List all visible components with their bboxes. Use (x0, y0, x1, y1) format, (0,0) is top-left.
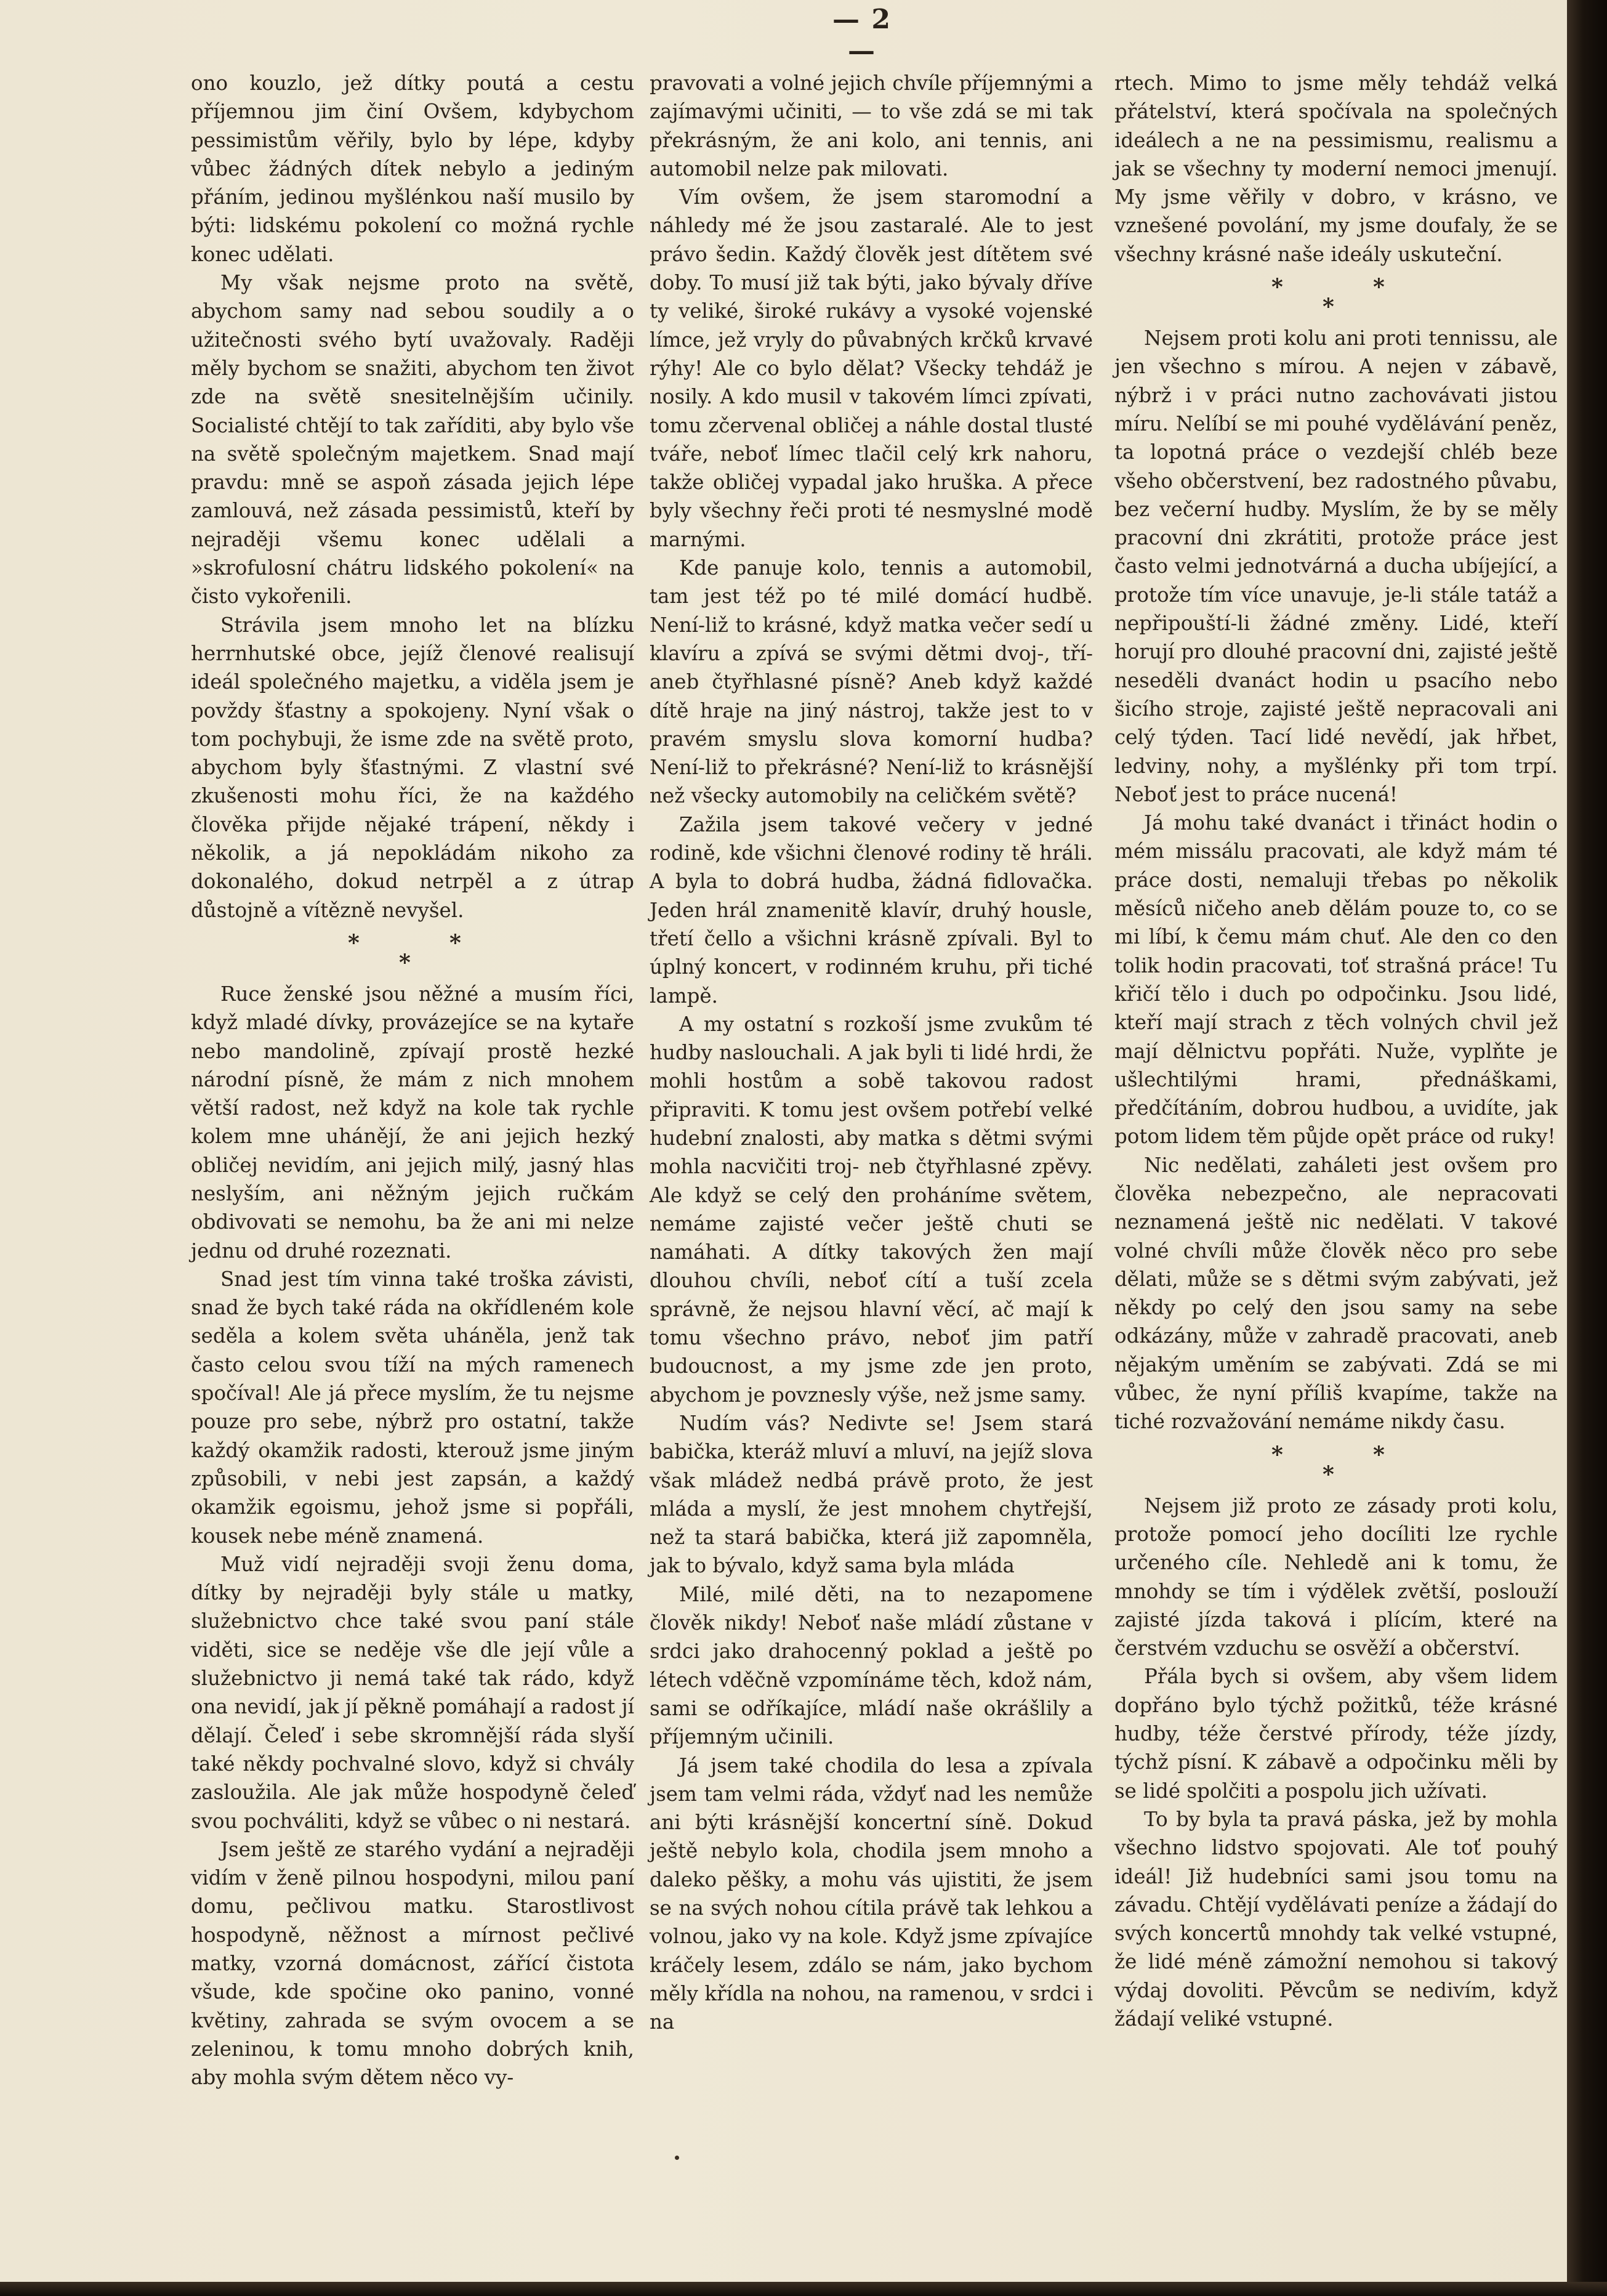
separator-asterisk: * (1271, 1441, 1283, 1468)
paragraph: Jsem ještě ze starého vydání a nejraději vidím v ženě pilnou hospodyni, milou paní domu, pečlivou matku. Starostlivost hospodyně, něžnost a mírnost pečlivé matky, vzorná domácnost, zářící čistota všude, kde spočine oko panino, vonné květiny, zahrada se svým ovocem a se zeleninou, k tomu mnoho dobrých knih, aby mohla svým dětem něco vy- (191, 1837, 634, 2090)
text-column-2 (650, 69, 1093, 2036)
paragraph: ono kouzlo, jež dítky poutá a cestu příjemnou jim činí Ovšem, kdybychom pessimistům věřily, bylo by lépe, kdyby vůbec žádných dítek nebylo a jediným přáním, jedinou myšlénkou naší musilo by býti: lidskému pokolení co možná rychle konec udělati. (191, 71, 634, 266)
paragraph: Nejsem proti kolu ani proti tennissu, ale jen všechno s mírou. A nejen v zábavě, nýbrž i v práci nutno zachovávati jistou míru. Nelíbí se mi pouhé vydělávání peněz, ta lopotná práce o vezdejší chléb beze všeho občerstvení, bez radostného půvabu, bez večerní hudby. Myslím, že by se měly pracovní dni zkrátiti, protože práce jest často velmi jednotvárná a ducha ubíjející, a protože tím více unavuje, je-li stále tatáž a nepřipouští-li žádné změny. Lidé, kteří horují pro dlouhé pracovní dni, zajisté ještě neseděli dvanáct hodin u psacího nebo šicího stroje, zajisté ještě nepracovali ani celý týden. Tací lidé nevědí, jak hřbet, ledviny, nohy, a myšlénky při tom trpí. Neboť jest to práce nucená! (1114, 326, 1558, 806)
separator-asterisk: * (399, 949, 411, 976)
page-bottom-edge (0, 2282, 1607, 2296)
paragraph: Ruce ženské jsou něžné a musím říci, když mladé dívky, provázejíce se na kytaře nebo mandolině, zpívají prostě hezké národní písně, že mám z nich mnohem větší radost, než když na kole tak rychle kolem mne uhánějí, že ani jejich hezký obličej nevidím, ani jejich milý, jasný hlas neslyším, ani něžným jejich ručkám obdivovati se nemohu, ba že ani mi nelze jednu od druhé rozeznati. (191, 982, 634, 1263)
paragraph: Nejsem již proto ze zásady proti kolu, protože pomocí jeho docíliti lze rychle určeného cíle. Nehledě ani k tomu, že mnohdy se tím i výdělek zvětší, poslouží zajisté jízda taková i plícím, které na čerstvém vzduchu se osvěží a občerství. (1114, 1494, 1558, 1660)
paragraph: Snad jest tím vinna také troška závisti, snad že bych také ráda na okřídleném kole seděla a kolem světa uháněla, jenž tak často celou svou tíží na mých ramenech spočíval! Ale já přece myslím, že tu nejsme pouze pro sebe, nýbrž pro ostatní, takže každý okamžik radosti, kterouž jsme jiným způsobili, v nebi jest zapsán, a každý okamžik egoismu, jehož jsme si popřáli, kousek nebe méně znamená. (191, 1267, 634, 1548)
separator-asterisk: * (348, 929, 360, 956)
separator-asterisk: * (1271, 274, 1283, 301)
paragraph: pravovati a volné jejich chvíle příjemnými a zajímavými učiniti, — to vše zdá se mi tak překrásným, že ani kolo, ani tennis, ani automobil nelze pak milovati. (650, 71, 1093, 180)
separator-asterisk: * (449, 929, 461, 956)
separator-asterisk: * (1373, 274, 1385, 301)
paragraph: Zažila jsem takové večery v jedné rodině, kde všichni členové rodiny tě hráli. A byla to dobrá hudba, žádná fidlovačka. Jeden hrál znamenitě klavír, druhý housle, třetí čello a všichni krásně zpívali. Byl to úplný koncert, v rodinném kruhu, při tiché lampě. (650, 812, 1093, 1008)
paragraph: My však nejsme proto na světě, abychom samy nad sebou soudily a o užitečnosti svého bytí uvažovaly. Raději měly bychom se snažiti, abychom ten život zde na světě snesitelnějším učinily. Socialisté chtějí to tak zaříditi, aby bylo vše na světě společným majetkem. Snad mají pravdu: mně se aspoň zásada jejich lépe zamlouvá, než zásada pessimistů, kteří by nejraději všemu konec udělali a »skrofulosní chátru lidského pokolení« na čisto vykořenili. (191, 271, 634, 608)
separator-asterisk: * (1323, 1461, 1334, 1487)
paragraph: Nudím vás? Nedivte se! Jsem stará babička, kteráž mluví a mluví, na jejíž slova však mládež nedbá právě proto, že jest mláda a myslí, že jest mnohem chytřejší, než ta stará babička, která již zapomněla, jak to bývalo, když sama byla mláda (650, 1411, 1093, 1578)
paragraph: Já jsem také chodila do lesa a zpívala jsem tam velmi ráda, vždyť nad les nemůže ani býti krásnější koncertní síně. Dokud ještě nebylo kola, chodila jsem mnoho a daleko pěšky, a mohu vás ujistiti, že jsem se na svých nohou cítila právě tak lehkou a volnou, jako vy na kole. Když jsme zpívajíce kráčely lesem, zdálo se nám, jako bychom měly křídla na nohou, na ramenou, v srdci i na (650, 1753, 1093, 2034)
ink-speck (675, 2156, 679, 2160)
paragraph: Nic nedělati, zaháleti jest ovšem pro člověka nebezpečno, ale nepracovati neznamená ještě nic nedělati. V takové volné chvíli může člověk něco pro sebe dělati, může se s dětmi svým zabývati, jež někdy po celý den jsou samy na sebe odkázány, může v zahradě pracovati, aneb nějakým uměním se zabývati. Zdá se mi vůbec, že nyní příliš kvapíme, takže na tiché rozvažování nemáme nikdy času. (1114, 1153, 1558, 1434)
page-binding-edge (1567, 0, 1607, 2296)
paragraph: Přála bych si ovšem, aby všem lidem dopřáno bylo týchž požitků, téže krásné hudby, téže čerstvé přírody, téže jízdy, týchž písní. K zábavě a odpočinku měli by se lidé spolčiti a pospolu jich užívati. (1114, 1665, 1558, 1803)
text-column-1 (191, 69, 634, 2092)
paragraph: To by byla ta pravá páska, jež by mohla všechno lidstvo spojovati. Ale toť pouhý ideál! Již hudebníci sami jsou tomu na závadu. Chtějí vydělávati peníze a žádají do svých koncertů mnohdy tak velké vstupné, že lidé méně zámožní nemohou si takový výdaj dovoliti. Pěvcům se nedivím, když žádají veliké vstupné. (1114, 1807, 1558, 2031)
separator-asterisk: * (1373, 1441, 1385, 1468)
paragraph: Milé, milé děti, na to nezapomene člověk nikdy! Neboť naše mládí zůstane v srdci jako drahocenný poklad a ještě po létech vděčně vzpomínáme těch, kdož nám, sami se odříkajíce, mládí naše okrášlily a příjemným učinili. (650, 1582, 1093, 1749)
paragraph: Vím ovšem, že jsem staromodní a náhledy mé že jsou zastaralé. Ale to jest právo šedin. Každý člověk jest dítětem své doby. To musí již tak býti, jako bývaly dříve ty veliké, široké rukávy a vysoké vojenské límce, jež vryly do půvabných krčků krvavé rýhy! Ale co bylo dělat? Všecky tehdáž je nosily. A kdo musil v takovém límci zpívati, tomu zčervenal obličej a náhle dostal tlusté tváře, neboť límec tlačil celý krk nahoru, takže obličej vypadal jako hruška. A přece byly všechny řeči proti té nesmyslné modě marnými. (650, 185, 1093, 551)
section-separator (191, 929, 634, 974)
paragraph: A my ostatní s rozkoší jsme zvukům té hudby naslouchali. A jak byli ti lidé hrdi, že mohli hostům a sobě takovou radost připraviti. K tomu jest ovšem potřebí velké hudební znalosti, aby matka s dětmi svými mohla nacvičiti troj- neb čtyřhlasné zpěvy. Ale když se celý den proháníme světem, nemáme zajisté večer ještě chuti se namáhati. A dítky takových žen mají dlouhou chvíli, neboť cítí a tuší zcela správně, že nejsou hlavní věcí, ač mají k tomu všechno právo, neboť jim patří budoucnost, a my jsme zde jen proto, abychom je povznesly výše, než jsme samy. (650, 1012, 1093, 1407)
paragraph: Já mohu také dvanáct i třináct hodin o mém missálu pracovati, ale když mám té práce dosti, nemaluji třebas po několik měsíců ničeho aneb dělám pouze to, co se mi líbí, k čemu mám chuť. Ale den co den tolik hodin pracovati, toť strašná práce! Tu křičí tělo i duch po odpočinku. Jsou lidé, kteří mají strach z těch volných chvil jež mají dělnictvu popřáti. Nuže, vyplňte je ušlechtilými hrami, přednáškami, předčítáním, dobrou hudbou, a uvidíte, jak potom lidem těm půjde opět práce od ruky! (1114, 811, 1558, 1149)
text-column-3 (1114, 69, 1558, 2033)
page-number: — 2 — (832, 4, 892, 67)
section-separator (1114, 273, 1558, 318)
paragraph: Strávila jsem mnoho let na blízku herrnhutské obce, jejíž členové realisují ideál společného majetku, a viděla jsem je povždy šťastny a spokojeny. Nyní však o tom pochybuji, že isme zde na světě proto, abychom byly šťastnými. Z vlastní své zkušenosti mohu říci, že na každého člověka přijde nějaké trápení, někdy i několik, a já nepokládám nikoho za dokonalého, dokud netrpěl a z útrap důstojně a vítězně nevyšel. (191, 613, 634, 922)
paragraph: Muž vidí nejraději svoji ženu doma, dítky by nejraději byly stále u matky, služebnictvo chce také svou paní stále viděti, sice se neděje vše dle její vůle a služebnictvo ji nemá také tak rádo, když ona nevidí, jak jí pěkně pomáhají a radost jí dělají. Čeleď i sebe skromnější ráda slyší také někdy pochvalné slovo, když si chvály zasloužila. Ale jak může hospodyně čeleď svou pochváliti, když se vůbec o ni nestará. (191, 1552, 634, 1833)
section-separator (1114, 1441, 1558, 1486)
paragraph: Kde panuje kolo, tennis a automobil, tam jest též po té milé domácí hudbě. Není-liž to krásné, když matka večer sedí u klavíru a zpívá se svými dětmi dvoj-, tří- aneb čtyřhlasné písně? Aneb když každé dítě hraje na jiný nástroj, takže jest to v pravém smyslu slova komorní hudba? Není-liž to překrásné? Není-liž to krásnější než všecky automobily na celičkém světě? (650, 556, 1093, 808)
separator-asterisk: * (1323, 294, 1334, 320)
paragraph: rtech. Mimo to jsme měly tehdáž velká přátelství, která spočívala na společných ideálech a ne na pessimismu, realismu a jak se všechny ty moderní nemoci jmenují. My jsme věřily v dobro, v krásno, ve vznešené povolání, my jsme doufaly, že se všechny krásné naše ideály uskuteční. (1114, 71, 1558, 266)
